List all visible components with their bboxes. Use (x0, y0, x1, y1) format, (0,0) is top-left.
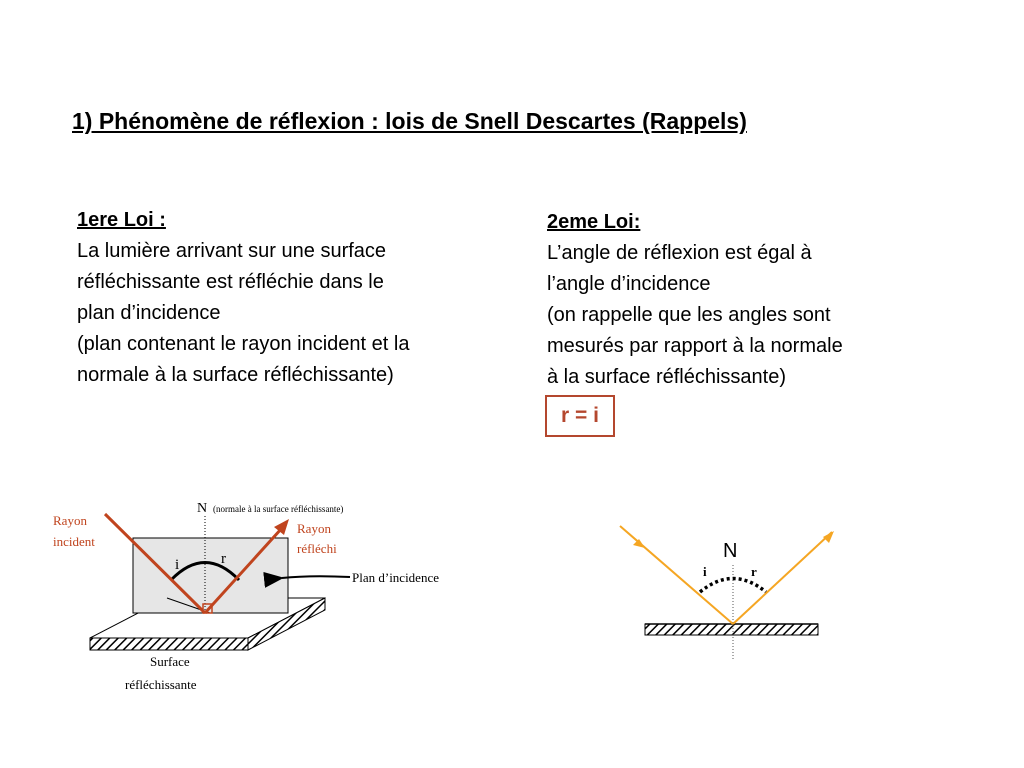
incident-ray-arrowhead (633, 539, 645, 548)
angle-i-label: i (175, 557, 180, 573)
angle-r-label: r (221, 551, 226, 567)
reflection-2d-diagram (620, 526, 834, 660)
surface-front-hatch (90, 638, 248, 650)
first-law-heading: 1ere Loi : (77, 209, 166, 231)
incident-label: incident (53, 534, 95, 549)
mirror-surface-hatch (645, 624, 818, 635)
surface-label: réfléchissante (125, 677, 197, 692)
surface-label: Surface (150, 654, 190, 669)
normal-note: (normale à la surface réfléchissante) (213, 504, 344, 514)
angle-r-label: r (751, 564, 757, 579)
angle-i-label: i (703, 564, 707, 579)
incident-ray (620, 526, 733, 624)
first-law-line: normale à la surface réfléchissante) (77, 364, 394, 386)
second-law-heading: 2eme Loi: (547, 211, 641, 233)
page-title: 1) Phénomène de réflexion : lois de Snell Descartes (Rappels) (72, 108, 747, 134)
second-law-line: (on rappelle que les angles sont (547, 304, 831, 326)
second-law-line: L’angle de réflexion est égal à (547, 242, 812, 264)
reflected-ray (733, 532, 832, 624)
normal-label: N (723, 540, 738, 562)
formula-box: r = i (545, 395, 615, 437)
second-law-line: l’angle d’incidence (547, 273, 711, 295)
first-law-line: plan d’incidence (77, 302, 221, 324)
normal-label: N (197, 501, 208, 516)
plane-pointer-arrow (282, 576, 350, 578)
first-law-line: réfléchissante est réfléchie dans le (77, 271, 384, 293)
incident-label: Rayon (53, 513, 87, 528)
reflection-3d-diagram (53, 501, 439, 692)
second-law-line: à la surface réfléchissante) (547, 366, 787, 388)
first-law-line: (plan contenant le rayon incident et la (77, 333, 410, 355)
plane-label: Plan d’incidence (352, 570, 439, 585)
reflected-label: Rayon (297, 521, 331, 536)
reflected-label: réfléchi (297, 541, 337, 556)
second-law-line: mesurés par rapport à la normale (547, 335, 843, 357)
reflected-ray-arrowhead (823, 531, 834, 543)
first-law-line: La lumière arrivant sur une surface (77, 240, 387, 262)
